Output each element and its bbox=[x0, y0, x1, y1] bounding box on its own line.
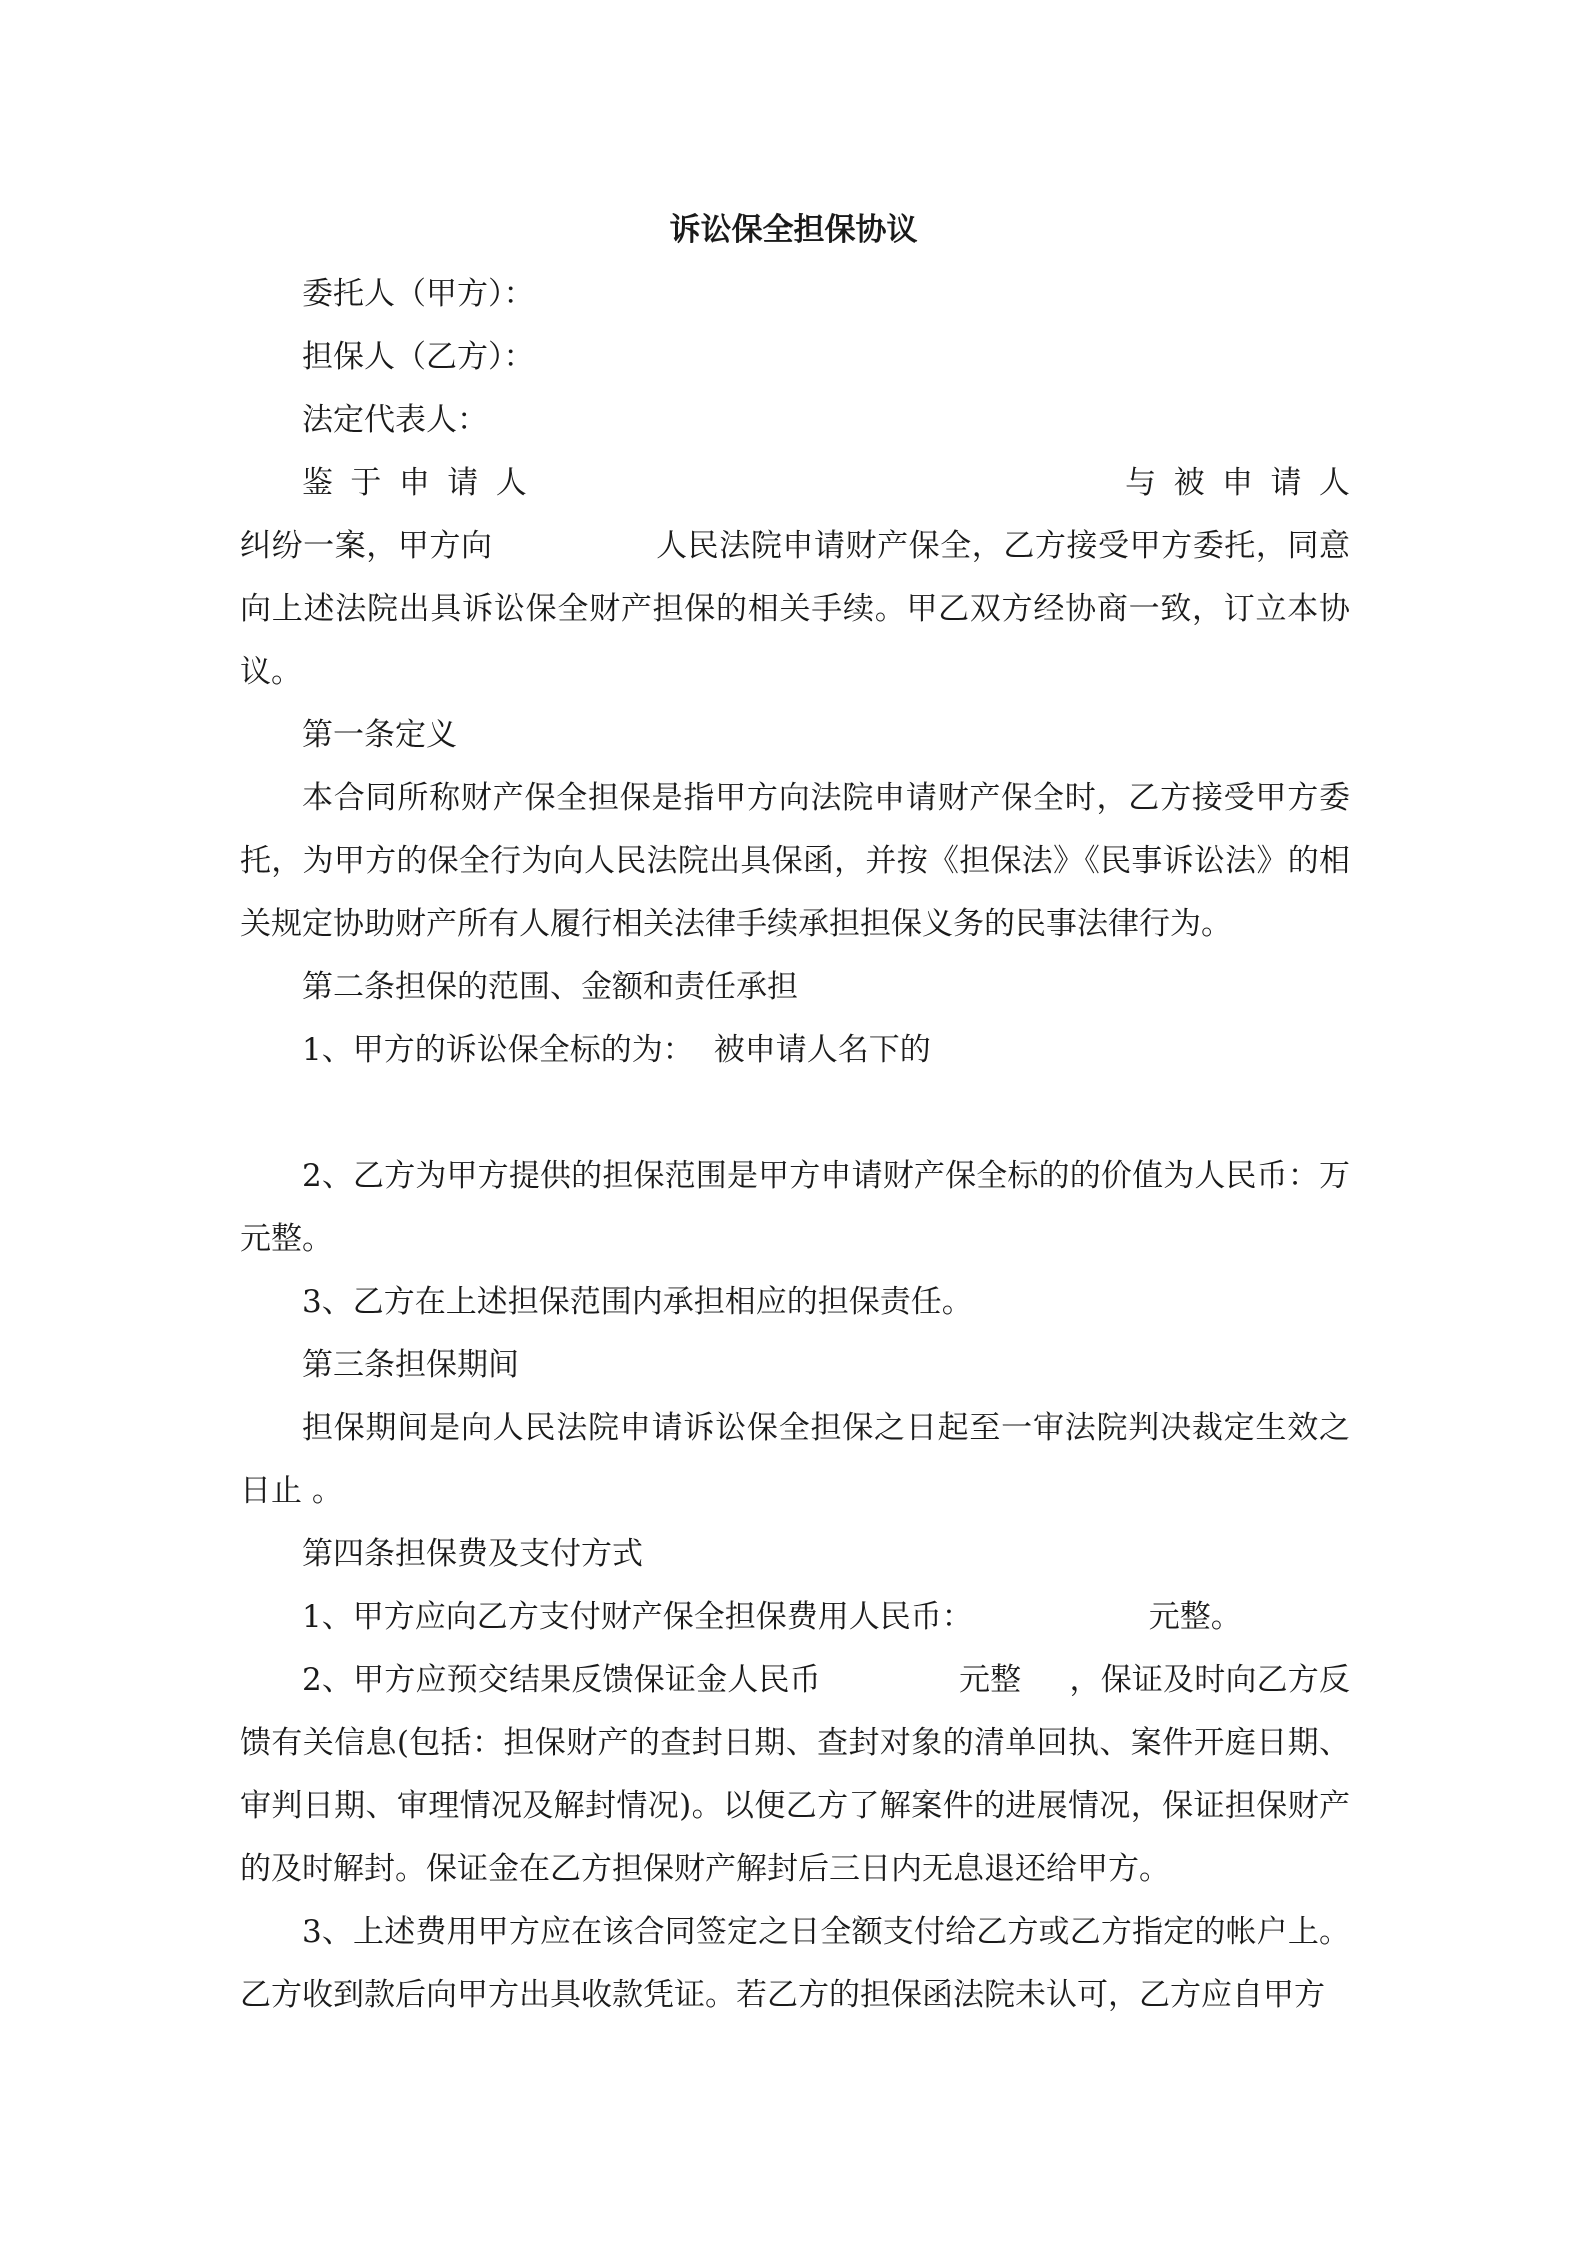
party-a-line: 委托人（甲方）： bbox=[302, 276, 535, 312]
recital-char bbox=[931, 452, 962, 515]
article-4-item-2-unit: 元整 bbox=[958, 1662, 1022, 1698]
recital-first-line bbox=[240, 452, 1350, 515]
recital-char: 人 bbox=[1318, 465, 1350, 501]
article-3-text: 担保期间是向人民法院申请诉讼保全担保之日起至一审法院判决裁定生效之日止 。 bbox=[240, 1410, 1350, 1509]
recital-char: 请 bbox=[1270, 465, 1302, 501]
legal-rep-line: 法定代表人： bbox=[302, 402, 488, 438]
recital-char bbox=[1077, 452, 1108, 515]
article-1-heading: 第一条定义 bbox=[302, 717, 457, 753]
recital-char: 鉴 bbox=[302, 465, 333, 501]
recital-char bbox=[738, 452, 769, 515]
article-4-item-1-suffix: 元整。 bbox=[1148, 1599, 1242, 1635]
article-4-item-1-label: 1、甲方应向乙方支付财产保全担保费用人民币： bbox=[302, 1599, 973, 1635]
party-b-line: 担保人（乙方）： bbox=[302, 339, 535, 375]
article-4-item-1 bbox=[240, 1586, 1350, 1649]
recital-char bbox=[1028, 452, 1059, 515]
recital-char: 于 bbox=[350, 465, 382, 501]
article-4-item-2-text: ，保证及时向乙方反馈有关信息(包括：担保财产的查封日期、查封对象的清单回执、案件开庭日期、审判日期、审理情况及解封情况)。以便乙方了解案件的进展情况，保证担保财产的及时解封。保证金在乙方担保财产解封后三日内无息退还给甲方。 bbox=[240, 1662, 1350, 1887]
recital-char bbox=[980, 452, 1011, 515]
article-2-item-1-label: 1、甲方的诉讼保全标的为： bbox=[302, 1032, 694, 1068]
recital-paragraph bbox=[240, 515, 1350, 704]
document-title: 诉讼保全担保协议 bbox=[669, 212, 918, 248]
article-4-item-3: 3、上述费用甲方应在该合同签定之日全额支付给乙方或乙方指定的帐户上。乙方收到款后向甲方出具收款凭证。若乙方的担保函法院未认可，乙方应自甲方 bbox=[240, 1914, 1350, 2013]
recital-char bbox=[786, 452, 817, 515]
recital-char: 与 bbox=[1125, 465, 1157, 501]
recital-char bbox=[544, 452, 575, 515]
article-4-item-2-label: 2、甲方应预交结果反馈保证金人民币 bbox=[302, 1662, 821, 1698]
recital-char bbox=[835, 452, 866, 515]
article-2-item-1-value: 被申请人名下的 bbox=[713, 1032, 931, 1068]
document-body bbox=[240, 263, 1350, 2027]
recital-part1: 纠纷一案，甲方向 bbox=[240, 528, 493, 564]
recital-char bbox=[593, 452, 624, 515]
recital-char: 请 bbox=[447, 465, 479, 501]
article-2-item-1 bbox=[240, 1019, 1350, 1082]
article-2-item-2: 2、乙方为甲方提供的担保范围是甲方申请财产保全标的的价值为人民币：万元整。 bbox=[240, 1158, 1350, 1257]
recital-char bbox=[883, 452, 914, 515]
article-2-item-3: 3、乙方在上述担保范围内承担相应的担保责任。 bbox=[302, 1284, 973, 1320]
article-4-heading: 第四条担保费及支付方式 bbox=[302, 1536, 643, 1572]
article-3-heading: 第三条担保期间 bbox=[302, 1347, 519, 1383]
recital-char bbox=[641, 452, 672, 515]
recital-char: 被 bbox=[1173, 465, 1205, 501]
article-1-text: 本合同所称财产保全担保是指甲方向法院申请财产保全时，乙方接受甲方委托，为甲方的保全行为向人民法院出具保函，并按《担保法》《民事诉讼法》的相关规定协助财产所有人履行相关法律手续承担担保义务的民事法律行为。 bbox=[240, 780, 1350, 942]
article-2-heading: 第二条担保的范围、金额和责任承担 bbox=[302, 969, 798, 1005]
recital-part2: 人民法院申请财产保全，乙方接受甲方委托，同意向上述法院出具诉讼保全财产担保的相关手续。甲乙双方经协商一致，订立本协议。 bbox=[240, 528, 1351, 690]
recital-char: 人 bbox=[495, 465, 527, 501]
blank-line bbox=[240, 1082, 1350, 1145]
article-4-item-2 bbox=[240, 1649, 1350, 1901]
recital-char bbox=[689, 452, 720, 515]
recital-char: 申 bbox=[398, 465, 430, 501]
recital-char: 申 bbox=[1222, 465, 1254, 501]
